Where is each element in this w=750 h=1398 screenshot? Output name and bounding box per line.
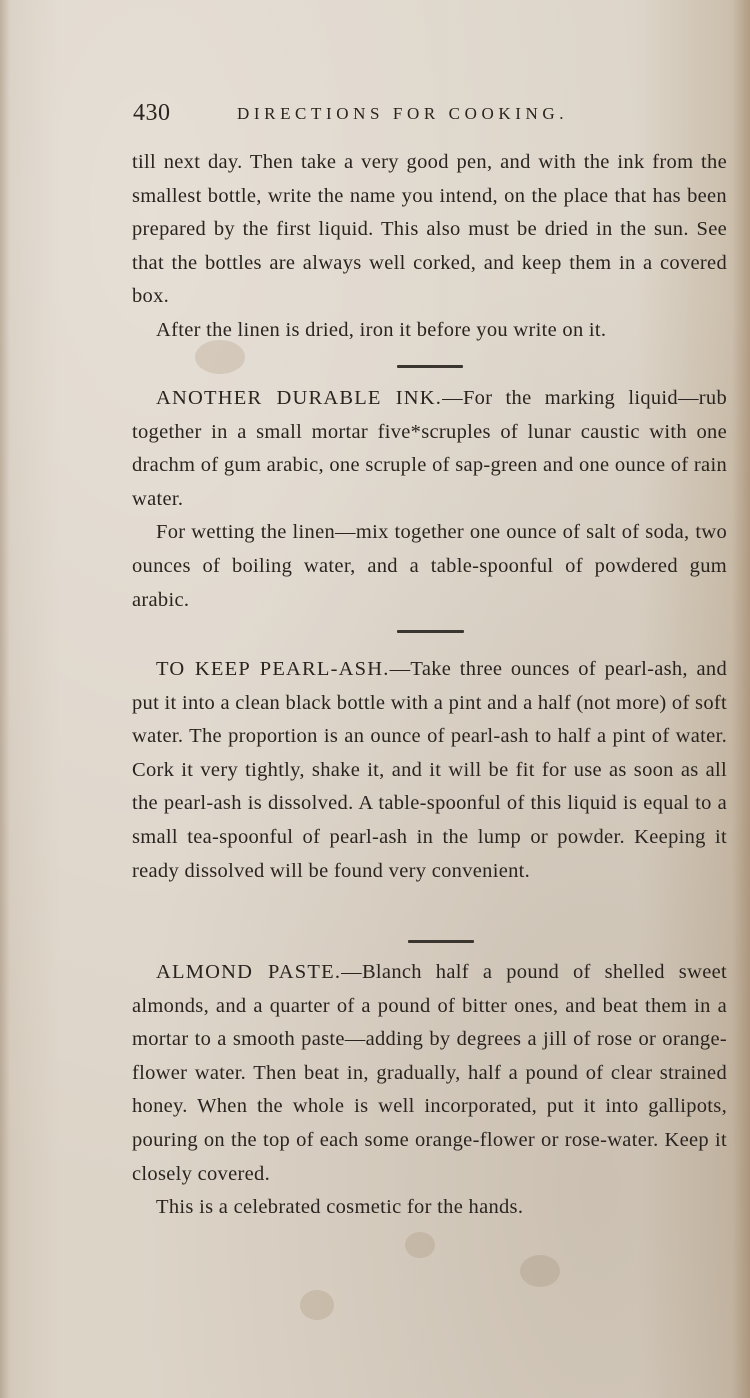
running-head: DIRECTIONS FOR COOKING. (237, 104, 569, 123)
section-divider (397, 365, 463, 368)
section-almond-paste (132, 956, 727, 1225)
foxing-spot (520, 1255, 560, 1287)
section-heading: ANOTHER DURABLE INK. (156, 387, 443, 409)
page-shadow-right (732, 0, 750, 1398)
paragraph: till next day. Then take a very good pen, and with the ink from the smallest bottle, write the name you intend, on the place that has been prepared by the first liquid. This also must be dried in the sun. See that the bottles are always well corked, and keep them in a covered box. (132, 151, 727, 308)
section-continuation (132, 146, 727, 348)
paragraph: —For the marking liquid—rub together in a small mortar five*scruples of lunar caustic with one drachm of gum arabic, one scruple of sap-green and one ounce of rain water. (132, 387, 727, 510)
page-header (133, 100, 733, 134)
section-divider (408, 940, 474, 943)
section-heading: ALMOND PASTE. (156, 961, 342, 983)
paragraph: —Blanch half a pound of shelled sweet almonds, and a quarter of a pound of bitter ones, and beat them in a mortar to a smooth paste—adding by degrees a jill of rose or orange-flower water. Then beat in, gradually, half a pound of clear strained honey. When the whole is well incorporated, put it into gallipots, pouring on the top of each some orange-flower or rose-water. Keep it closely covered. (132, 961, 727, 1185)
paragraph: After the linen is dried, iron it before you write on it. (156, 318, 607, 341)
foxing-spot (405, 1232, 435, 1258)
page-shadow-left (0, 0, 10, 1398)
section-to-keep-pearl-ash (132, 653, 727, 888)
paragraph: For wetting the linen—mix together one ounce of salt of soda, two ounces of boiling water, and a table-spoonful of powdered gum arabic. (132, 521, 727, 611)
paragraph: —Take three ounces of pearl-ash, and put it into a clean black bottle with a pint and a half (not more) of soft water. The proportion is an ounce of pearl-ash to half a pint of water. Cork it very tightly, shake it, and it will be fit for use as soon as all the pearl-ash is dissolved. A table-spoonful of this liquid is equal to a small tea-spoonful of pearl-ash in the lump or powder. Keeping it ready dissolved will be found very convenient. (132, 658, 727, 882)
foxing-spot (300, 1290, 334, 1320)
section-another-durable-ink (132, 382, 727, 617)
page-number: 430 (133, 100, 171, 126)
paragraph: This is a celebrated cosmetic for the hands. (156, 1196, 524, 1219)
section-divider (397, 630, 464, 633)
section-heading: TO KEEP PEARL-ASH. (156, 658, 390, 680)
